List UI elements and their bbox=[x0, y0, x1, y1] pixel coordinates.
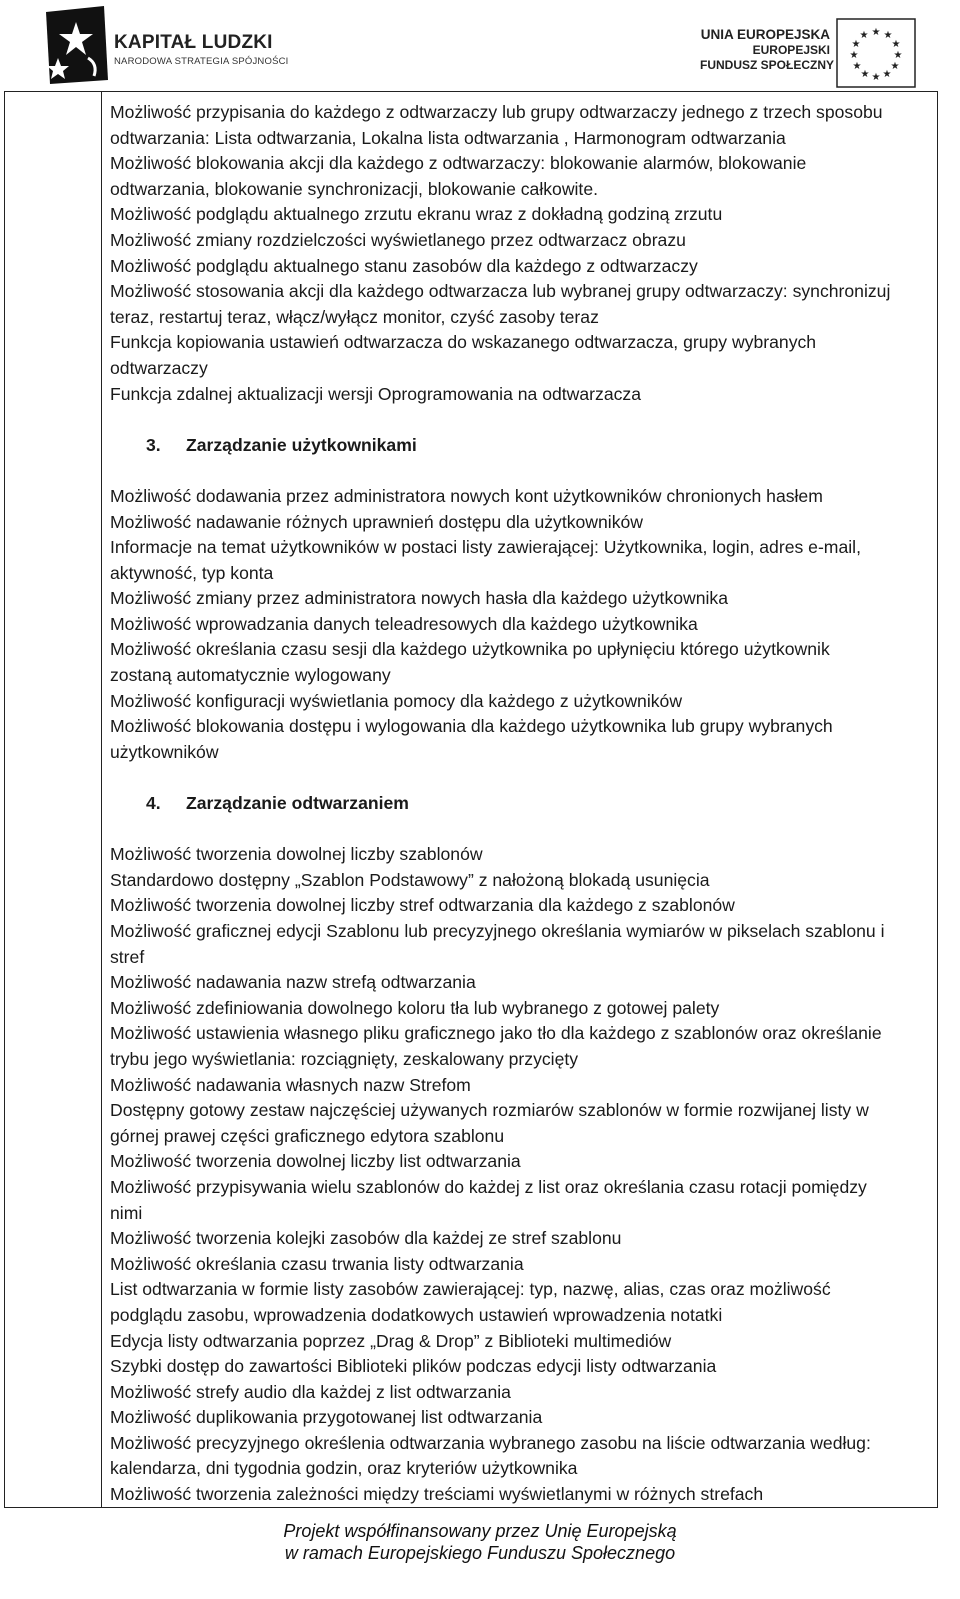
text-line: Możliwość podglądu aktualnego stanu zasobów dla każdego z odtwarzaczy bbox=[110, 255, 698, 276]
text-line: Edycja listy odtwarzania poprzez „Drag & Drop” z Biblioteki multimediów bbox=[110, 1330, 672, 1351]
text-line: Możliwość konfiguracji wyświetlania pomocy dla każdego z użytkowników bbox=[110, 690, 683, 711]
text-line: zostaną automatycznie wylogowany bbox=[110, 665, 391, 686]
svg-text:★: ★ bbox=[882, 69, 892, 80]
svg-text:★: ★ bbox=[871, 27, 881, 38]
text-line: Możliwość precyzyjnego określenia odtwarzania wybranego zasobu na liście odtwarzania według: bbox=[110, 1432, 871, 1453]
footer-line-1: Projekt współfinansowany przez Unię Europejską bbox=[283, 1521, 677, 1541]
text-line: teraz, restartuj teraz, włącz/wyłącz monitor, czyść zasoby teraz bbox=[110, 306, 599, 327]
text-line: kalendarza, dni tygodnia godzin, oraz kryteriów użytkownika bbox=[110, 1458, 578, 1479]
svg-text:★: ★ bbox=[871, 72, 881, 83]
svg-text:★: ★ bbox=[849, 50, 859, 61]
text-line: Możliwość nadawania nazw strefą odtwarzania bbox=[110, 972, 476, 993]
text-line: Możliwość przypisania do każdego z odtwarzaczy lub grupy odtwarzaczy jednego z trzech sposobu bbox=[110, 102, 883, 122]
text-line: Informacje na temat użytkowników w postaci listy zawierającej: Użytkownika, login, adres e-mail, bbox=[110, 537, 861, 558]
text-line: trybu jego wyświetlania: rozciągnięty, zeskalowany przycięty bbox=[110, 1048, 579, 1069]
text-line: stref bbox=[110, 946, 145, 967]
text-line: Możliwość blokowania akcji dla każdego z odtwarzaczy: blokowanie alarmów, blokowanie bbox=[110, 153, 807, 174]
text-line: Możliwość blokowania dostępu i wylogowania dla każdego użytkownika lub grupy wybranych bbox=[110, 716, 833, 737]
text-line: Możliwość nadawanie różnych uprawnień dostępu dla użytkowników bbox=[110, 511, 643, 532]
svg-text:★: ★ bbox=[891, 39, 901, 50]
text-line: Możliwość tworzenia dowolnej liczby szablonów bbox=[110, 844, 483, 865]
text-line: Możliwość tworzenia dowolnej liczby list odtwarzania bbox=[110, 1151, 521, 1172]
text-line: Możliwość ustawienia własnego pliku graficznego jako tło dla każdego z szablonów oraz określanie bbox=[110, 1023, 882, 1044]
text-line: Możliwość określania czasu trwania listy odtwarzania bbox=[110, 1253, 524, 1274]
svg-text:★: ★ bbox=[890, 61, 900, 72]
text-line: podglądu zasobu, wprowadzenia dodatkowych ustawień wprowadzenia notatki bbox=[110, 1304, 723, 1325]
text-line: Możliwość przypisywania wielu szablonów do każdej z list oraz określania czasu rotacji pomiędzy bbox=[110, 1176, 867, 1197]
section-4-heading bbox=[110, 791, 930, 817]
text-line: odtwarzaczy bbox=[110, 357, 208, 378]
svg-text:★: ★ bbox=[883, 30, 893, 41]
text-line: Standardowo dostępny „Szablon Podstawowy” z nałożoną blokadą usunięcia bbox=[110, 869, 710, 890]
text-line: Możliwość nadawania własnych nazw Strefom bbox=[110, 1074, 471, 1095]
text-line: Możliwość określania czasu sesji dla każdego użytkownika po upłynięciu którego użytkownik bbox=[110, 639, 830, 660]
text-line: Możliwość wprowadzania danych teleadresowych dla każdego użytkownika bbox=[110, 613, 698, 634]
text-line: nimi bbox=[110, 1202, 143, 1223]
svg-text:★: ★ bbox=[851, 39, 861, 50]
ue-line-3: FUNDUSZ SPOŁECZNY bbox=[700, 58, 835, 72]
text-line: użytkowników bbox=[110, 741, 219, 762]
text-line: odtwarzania, blokowanie synchronizacji, blokowanie całkowite. bbox=[110, 178, 598, 199]
section-3-block bbox=[110, 484, 930, 766]
text-line: Funkcja zdalnej aktualizacji wersji Oprogramowania na odtwarzacza bbox=[110, 383, 641, 404]
text-line: Możliwość tworzenia dowolnej liczby stref odtwarzania dla każdego z szablonów bbox=[110, 895, 735, 916]
section-4-title: Zarządzanie odtwarzaniem bbox=[186, 793, 409, 814]
page-header bbox=[0, 0, 960, 90]
text-line: Możliwość tworzenia kolejki zasobów dla każdej ze stref szablonu bbox=[110, 1228, 622, 1249]
footer-line-2: w ramach Europejskiego Funduszu Społecznego bbox=[284, 1543, 676, 1563]
svg-text:★: ★ bbox=[893, 50, 903, 61]
text-line: Możliwość duplikowania przygotowanej list odtwarzania bbox=[110, 1407, 543, 1428]
svg-text:★: ★ bbox=[860, 69, 870, 80]
section-4-block bbox=[110, 842, 930, 1507]
text-line: Dostępny gotowy zestaw najczęściej używanych rozmiarów szablonów w formie rozwijanej listy w bbox=[110, 1100, 869, 1121]
text-line: Możliwość podglądu aktualnego zrzutu ekranu wraz z dokładną godziną zrzutu bbox=[110, 204, 723, 225]
kapital-ludzki-emblem-icon bbox=[44, 6, 110, 84]
section-4-number: 4. bbox=[146, 793, 161, 814]
column-divider bbox=[101, 92, 102, 1507]
text-line: Możliwość zmiany przez administratora nowych hasła dla każdego użytkownika bbox=[110, 588, 729, 609]
eu-flag-icon bbox=[836, 18, 916, 88]
section-3-title: Zarządzanie użytkownikami bbox=[186, 434, 417, 455]
kapital-ludzki-logo bbox=[44, 6, 294, 86]
ue-line-1: UNIA EUROPEJSKA bbox=[700, 27, 830, 42]
svg-text:★: ★ bbox=[852, 61, 862, 72]
text-line: Możliwość stosowania akcji dla każdego odtwarzacza lub wybranej grupy odtwarzaczy: synchronizuj bbox=[110, 281, 891, 302]
text-line: Możliwość dodawania przez administratora nowych kont użytkowników chronionych hasłem bbox=[110, 485, 823, 506]
svg-text:★: ★ bbox=[859, 30, 869, 41]
section-3-number: 3. bbox=[146, 434, 161, 455]
text-line: górnej prawej części graficznego edytora szablonu bbox=[110, 1125, 505, 1146]
text-line: Możliwość strefy audio dla każdej z list odtwarzania bbox=[110, 1381, 511, 1402]
text-line: Możliwość zdefiniowania dowolnego koloru tła lub wybranego z gotowej palety bbox=[110, 997, 720, 1018]
text-line: Możliwość graficznej edycji Szablonu lub precyzyjnego określania wymiarów w pikselach szablonu i bbox=[110, 921, 885, 941]
text-line: Szybki dostęp do zawartości Biblioteki plików podczas edycji listy odtwarzania bbox=[110, 1356, 717, 1377]
text-line: odtwarzania: Lista odtwarzania, Lokalna lista odtwarzania , Harmonogram odtwarzania bbox=[110, 127, 786, 148]
document-content bbox=[110, 100, 930, 1508]
text-line: List odtwarzania w formie listy zasobów zawierającej: typ, nazwę, alias, czas oraz możliwość bbox=[110, 1279, 831, 1300]
ue-line-2: EUROPEJSKI bbox=[752, 43, 830, 57]
page-footer bbox=[0, 1520, 960, 1564]
text-line: aktywność, typ konta bbox=[110, 562, 274, 583]
text-line: Możliwość zmiany rozdzielczości wyświetlanego przez odtwarzacz obrazu bbox=[110, 229, 686, 250]
intro-block bbox=[110, 100, 930, 407]
ue-text-block bbox=[700, 26, 835, 73]
text-line: Funkcja kopiowania ustawień odtwarzacza do wskazanego odtwarzacza, grupy wybranych bbox=[110, 332, 817, 353]
kapital-ludzki-subtitle: NARODOWA STRATEGIA SPÓJNOŚCI bbox=[114, 56, 289, 67]
kapital-ludzki-title: KAPITAŁ LUDZKI bbox=[114, 32, 273, 53]
section-3-heading bbox=[110, 433, 930, 459]
text-line: Możliwość tworzenia zależności między treściami wyświetlanymi w różnych strefach bbox=[110, 1484, 764, 1505]
